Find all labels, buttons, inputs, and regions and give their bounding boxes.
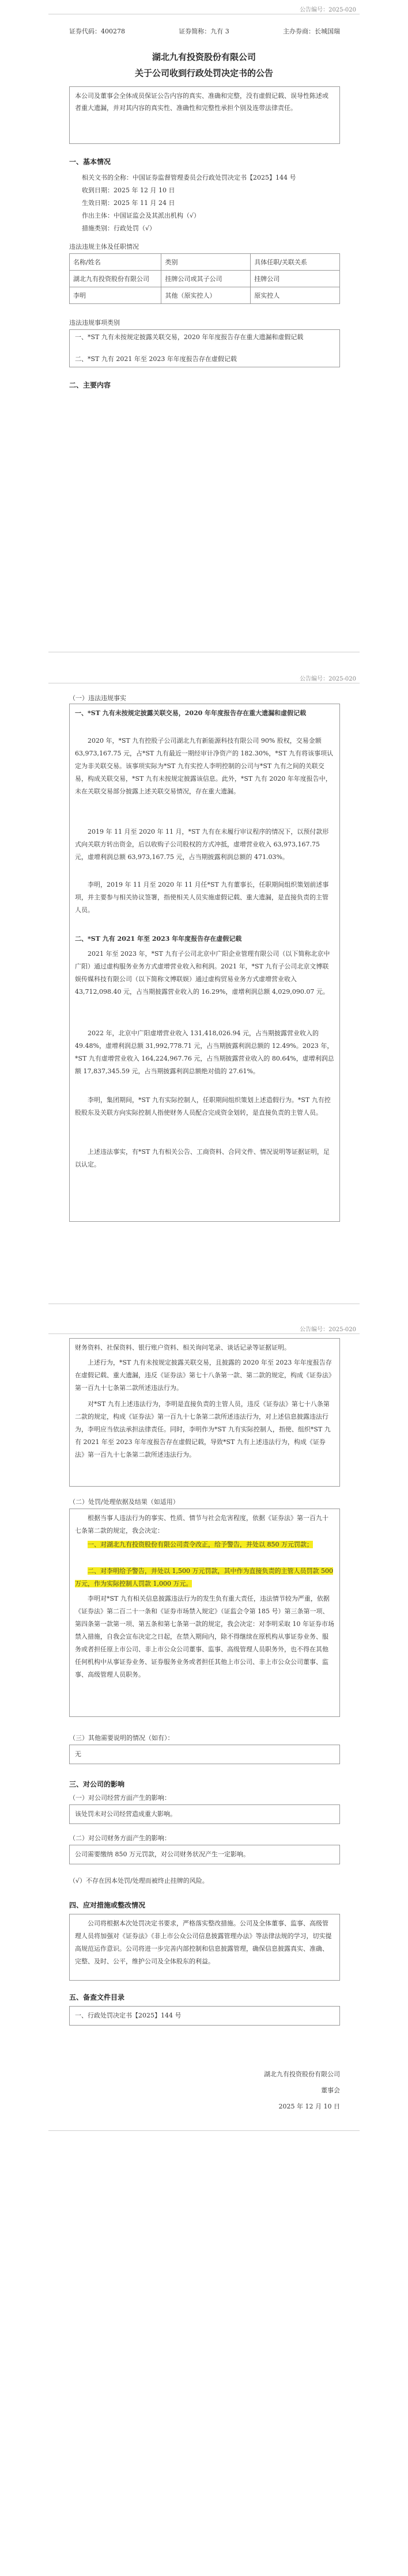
facts-s2-para-3: 李明，集团期间，*ST 九有实际控制人，任职期间组织策划上述造假行为。*ST 九有控股股东及关联方向实际控制人指使财务人员配合完成资金划转，是直接负责的主管人员。	[75, 1096, 331, 1116]
security-short-name: 证券简称：九有 3	[179, 28, 229, 35]
main-heading: 二、主要内容	[69, 381, 111, 389]
basic-line-issuer: 作出主体：中国证监会及其派出机构（√）	[82, 212, 201, 219]
impact-op-title: （一）对公司经营方面产生的影响：	[69, 1794, 171, 1802]
company-title: 湖北九有投资股份有限公司	[152, 52, 256, 62]
parties-table	[69, 253, 340, 304]
signoff-date: 2025 年 12 月 10 日	[278, 2103, 340, 2110]
basic-line-category: 措施类别：行政处罚（√）	[82, 225, 156, 232]
impact-fin-value: 公司需要缴纳 850 万元罚款，对公司财务状况产生一定影响。	[75, 1851, 250, 1858]
facts-s2-para-1: 2021 年至 2023 年，*ST 九有子公司北京中广阳企业管理有限公司（以下简称北京中广阳）通过虚构服务业务方式虚增营业收入和利润。2021 年，*ST 九有子公司北京文博联娱传媒科技有限公司（以下简称文博联娱）通过虚构贸易业务方式虚增营业收入 43,712,098.40 元，占当期披露营业收入的 16.29%，虚增利润总额 4,029,090.07 元。	[75, 950, 330, 996]
facts-s2-heading: 二、*ST 九有 2021 年至 2023 年年度报告存在虚假记载	[75, 935, 242, 943]
page-end	[48, 2130, 360, 2131]
docs-heading: 五、备查文件目录	[69, 1993, 125, 2001]
legal-para-2: 上述行为，*ST 九有未按规定披露关联交易，且披露的 2020 年至 2023 年年度报告存在虚假记载、重大遗漏，违反《证券法》第七十八条第一款、第二款的规定，构成《证券法》第一百九十七条第二款所述违法行为。	[75, 1359, 332, 1392]
penalty-title: （二）处罚/处理依据及结果（如适用）	[69, 1498, 179, 1506]
party-relation: 原实控人	[251, 287, 340, 304]
highlight-penalty-liming: 二、对李明给予警告，并处以 1,500 万元罚款，其中作为直接负责的主管人员罚款 500 万元，作为实际控制人罚款 1,000 万元。	[75, 1567, 333, 1587]
party-name: 湖北九有投资股份有限公司	[70, 271, 161, 287]
sponsor-broker: 主办券商：长城国瑞	[283, 28, 340, 35]
page-marker: 公告编号：2025-020	[300, 1327, 356, 1333]
delisting-risk-note: （√）不存在因本处罚/处理而被终止挂牌的风险。	[69, 1877, 209, 1884]
response-text: 公司将根据本次处罚决定书要求，严格落实整改措施。公司及全体董事、监事、高级管理人员将加强对《证券法》《非上市公众公司信息披露管理办法》等法律法规的学习，切实提高规范运作意识。公司将进一步完善内部控制和信息披露管理，确保信息披露真实、准确、完整、及时、公平，维护公司及全体股东的利益。	[75, 1920, 332, 1965]
penalty-item-liming	[75, 1565, 334, 1590]
facts-title: （一）违法违规事实	[69, 694, 126, 702]
violation-item-2: 二、*ST 九有 2021 年至 2023 年年度报告存在虚假记载	[75, 355, 237, 363]
table-row	[70, 287, 340, 304]
header-rule	[48, 1333, 360, 1334]
basic-line-received: 收到日期：2025 年 12 月 10 日	[82, 187, 175, 194]
facts-s1-para-2: 2019 年 11 月至 2020 年 11 月，*ST 九有在未履行审议程序的情况下，以预付款形式向关联方转出资金，后以收购子公司股权的方式冲抵，虚增营业收入 63,973,167.75 元，虚增利润总额 63,973,167.75 元，占当期披露利润总额的 471.03%。	[75, 828, 329, 861]
other-title: （三）其他需要说明的情况（如有）：	[69, 1734, 174, 1742]
facts-s1-para-1: 2020 年，*ST 九有控股子公司湖北九有新能源科技有限公司 90% 股权，交易金额 63,973,167.75 元，占*ST 九有最近一期经审计净资产的 182.30%，*ST 九有将该事项认定为非关联交易。该事项实际为*ST 九有实控人李明控制的公司与*ST 九有之间的关联交易，构成关联交易，*ST 九有未按规定披露该信息。此外，*ST 九有 2020 年年度报告中，未在关联交易部分披露上述关联交易情况，存在重大遗漏。	[75, 737, 334, 795]
security-meta	[69, 26, 340, 36]
security-code: 证券代码：400278	[69, 28, 125, 35]
announcement-title: 关于公司收到行政处罚决定书的公告	[134, 68, 273, 78]
party-category: 其他（原实控人）	[161, 287, 251, 304]
col-relation: 具体任职/关联关系	[251, 254, 340, 271]
basic-line-effective: 生效日期：2025 年 11 月 24 日	[82, 199, 175, 207]
legal-para-3: 对*ST 九有上述违法行为，李明是直接负责的主管人员，违反《证券法》第七十八条第二款的规定，构成《证券法》第一百九十七条第二款所述违法行为，对上述信息披露违法行为，李明应当依法承担法律责任。同时，李明作为*ST 九有实际控制人，指使、组织*ST 九有 2021 年至 2023 年年度报告存在虚假记载，导致*ST 九有上述违法行为，构成《证券法》第一百九十七条第二款所述违法行为。	[75, 1400, 331, 1458]
basic-line-doc: 相关文书的全称：中国证券监督管理委员会行政处罚决定书【2025】144 号	[82, 174, 296, 181]
party-category: 挂牌公司或其子公司	[161, 271, 251, 287]
docs-item: 一、行政处罚决定书【2025】144 号	[75, 2012, 182, 2019]
violation-category-title: 违法违规事项类别	[69, 319, 120, 326]
impact-heading: 三、对公司的影响	[69, 1780, 125, 1788]
impact-fin-title: （二）对公司财务方面产生的影响：	[69, 1834, 171, 1842]
facts-s1-heading: 一、*ST 九有未按规定披露关联交易，2020 年年度报告存在重大遗漏和虚假记载	[75, 709, 307, 717]
signoff-company: 湖北九有投资股份有限公司	[264, 2070, 340, 2078]
table-row	[70, 271, 340, 287]
other-value: 无	[75, 1750, 81, 1758]
impact-op-value: 该处罚未对公司经营造成重大影响。	[75, 1810, 176, 1818]
basic-heading: 一、基本情况	[69, 158, 111, 166]
facts-s2-para-4: 上述违法事实，有*ST 九有相关公告、工商资料、合同文件、情况说明等证据证明，足以认定。	[75, 1148, 330, 1168]
page-marker: 公告编号：2025-020	[300, 676, 356, 682]
party-relation: 挂牌公司	[251, 271, 340, 287]
party-name: 李明	[70, 287, 161, 304]
page-marker: 公告编号：2025-020	[300, 7, 356, 13]
table-header-row	[70, 254, 340, 271]
facts-s1-para-3: 李明，2019 年 11 月至 2020 年 11 月任*ST 九有董事长，任职期间组织策划前述事项，并主要参与相关协议签署，指使相关人员实施虚假记载、重大遗漏，是直接负责的主管人员。	[75, 881, 329, 914]
legal-para-1: 财务资料、社保资料、银行账户资料、相关询问笔录、谈话记录等证据证明。	[75, 1344, 290, 1351]
col-name: 名称/姓名	[70, 254, 161, 271]
penalty-intro: 根据当事人违法行为的事实、性质、情节与社会危害程度，依据《证券法》第一百九十七条第二款的规定，我会决定：	[75, 1514, 328, 1534]
col-category: 类别	[161, 254, 251, 271]
highlight-penalty-company: 一、对湖北九有投资股份有限公司责令改正，给予警告，并处以 850 万元罚款；	[88, 1541, 313, 1548]
penalty-item-company	[75, 1538, 334, 1551]
parties-title: 违法违规主体及任职情况	[69, 243, 139, 250]
response-heading: 四、应对措施或整改情况	[69, 1901, 146, 1909]
facts-s2-para-2: 2022 年，北京中广阳虚增营业收入 131,418,026.94 元，占当期披露营业收入的 49.48%，虚增利润总额 31,992,778.71 元，占当期披露利润总额的 12.49%。2023 年，*ST 九有虚增营业收入 164,224,967.76 元，占当期披露营业收入的 80.64%，虚增利润总额 17,837,345.59 元，占当期披露利润总额绝对值的 27.61%。	[75, 1029, 334, 1075]
disclaimer-text: 本公司及董事会全体成员保证公告内容的真实、准确和完整，没有虚假记载、误导性陈述或者重大遗漏，并对其内容的真实性、准确性和完整性承担个别及连带法律责任。	[75, 92, 328, 112]
signoff-board: 董事会	[321, 2087, 340, 2094]
penalty-ban-text: 李明对*ST 九有相关信息披露违法行为的发生负有重大责任，违法情节较为严重，依据《证券法》第二百二十一条和《证券市场禁入规定》（证监会令第 185 号）第三条第一项、第四条第一款第一项、第五条和第七条第一款的规定，我会决定：对李明采取 10 年证券市场禁入措施，自我会宣布决定之日起，在禁入期间内，除不得继续在原机构从事证券业务、服务或者担任原上市公司、非上市公众公司董事、监事、高级管理人员职务外，也不得在其他任何机构中从事证券业务、证券服务业务或者担任其他上市公司、非上市公众公司董事、监事、高级管理人员职务。	[75, 1595, 334, 1678]
violation-item-1: 一、*ST 九有未按规定披露关联交易，2020 年年度报告存在重大遗漏和虚假记载	[75, 333, 304, 341]
